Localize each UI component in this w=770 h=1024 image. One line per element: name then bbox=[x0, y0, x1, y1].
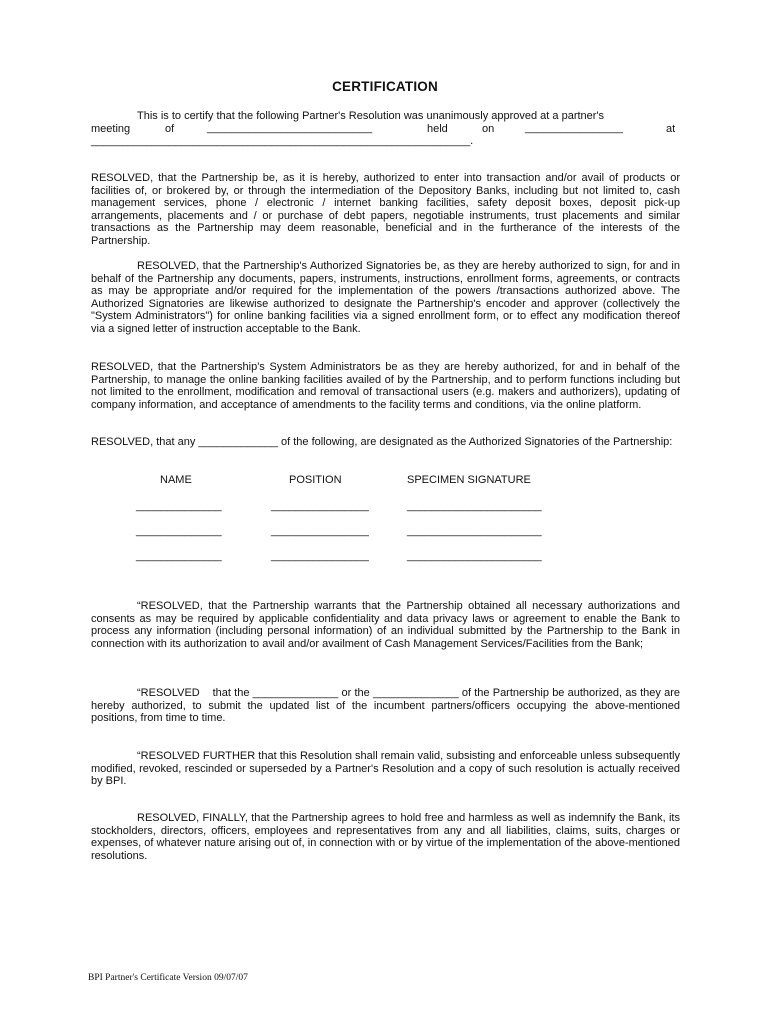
name-blank[interactable]: ______________ bbox=[136, 525, 222, 537]
intro-line: This is to certify that the following Partner's Resolution was unanimously approved at a partner's bbox=[137, 110, 605, 122]
page-title: CERTIFICATION bbox=[332, 79, 438, 94]
meeting-name-blank[interactable]: ___________________________ bbox=[207, 122, 373, 134]
column-header-name: NAME bbox=[160, 474, 192, 486]
position-blank[interactable]: ________________ bbox=[271, 550, 369, 562]
closing-paragraph: “RESOLVED FURTHER that this Resolution shall remain valid, subsisting and enforceable unless subsequently modified, revoked, rescinded or superseded by a Partner's Resolution and a copy of such resolution is actually received by BPI. bbox=[91, 750, 680, 788]
at-label: at bbox=[666, 123, 676, 135]
resolution-paragraph: RESOLVED, that the Partnership's Authorized Signatories be, as they are hereby authorized to sign, for and in behalf of the Partnership any documents, papers, instruments, instructions, enrollment forms, agreements, or contracts as may be appropriate and/or required for the implementation of the powers /transactions authorized above. The Authorized Signatories are likewise authorized to designate the Partnership's encoder and approver (collectively the "System Administrators") for online banking facilities via a signed enrollment form, or to effect any modification thereof via a signed letter of instruction acceptable to the Bank. bbox=[91, 260, 680, 335]
meeting-place-blank[interactable]: _______________________________________________________________. bbox=[91, 135, 474, 147]
resolution-paragraph: RESOLVED, that the Partnership's System Administrators be as they are hereby authorized, for and in behalf of the Partnership, to manage the online banking facilities availed of by the Partnership, and to perform functions including but not limited to the enrollment, modification and removal of transactional users (e.g. makers and authorizers), updating of company information, and acceptance of amendments to the facility terms and conditions, via the online platform. bbox=[91, 361, 680, 411]
signature-blank[interactable]: ______________________ bbox=[407, 500, 542, 512]
position-blank[interactable]: ________________ bbox=[271, 525, 369, 537]
footer-version: BPI Partner's Certificate Version 09/07/07 bbox=[88, 973, 248, 983]
name-blank[interactable]: ______________ bbox=[136, 500, 222, 512]
signature-blank[interactable]: ______________________ bbox=[407, 525, 542, 537]
column-header-specimen-signature: SPECIMEN SIGNATURE bbox=[407, 474, 531, 486]
position-blank[interactable]: ________________ bbox=[271, 500, 369, 512]
closing-paragraph: RESOLVED, FINALLY, that the Partnership agrees to hold free and harmless as well as indemnify the Bank, its stockholders, directors, officers, employees and representatives from any and all liabilities, claims, suits, charges or expenses, of whatever nature arising out of, in connection with or by virtue of the implementation of the above-mentioned resolutions. bbox=[91, 812, 680, 862]
closing-paragraph: “RESOLVED, that the Partnership warrants that the Partnership obtained all necessary authorizations and consents as may be required by applicable confidentiality and data privacy laws or agreement to enable the Bank to process any information (including personal information) of an individual submitted by the Partnership to the Bank in connection with its authorization to avail and/or availment of Cash Management Services/Facilities from the Bank; bbox=[91, 600, 680, 650]
name-blank[interactable]: ______________ bbox=[136, 550, 222, 562]
resolution-paragraph: RESOLVED, that any _____________ of the following, are designated as the Authorized Signatories of the Partnership: bbox=[91, 436, 673, 448]
held-label: held bbox=[427, 123, 448, 135]
meeting-label: meeting bbox=[91, 123, 131, 135]
resolution-paragraph: RESOLVED, that the Partnership be, as it is hereby, authorized to enter into transaction and/or avail of products or facilities of, or brokered by, or through the intermediation of the Depository Banks, including but not limited to, cash management services, phone / electronic / internet banking facilities, safety deposit boxes, deposit pick-up arrangements, placements and / or purchase of debt papers, negotiable instruments, trust placements and similar transactions as the Partnership may deem reasonable, beneficial and in the furtherance of the interests of the Partnership. bbox=[91, 172, 680, 247]
closing-paragraph: “RESOLVED that the ______________ or the ______________ of the Partnership be authorized, as they are hereby authorized, to submit the updated list of the incumbent partners/officers occupying the above-mentioned positions, from time to time. bbox=[91, 687, 684, 725]
column-header-position: POSITION bbox=[289, 474, 342, 486]
on-label: on bbox=[482, 123, 495, 135]
of-label: of bbox=[165, 123, 175, 135]
meeting-date-blank[interactable]: ________________ bbox=[525, 122, 623, 134]
signature-blank[interactable]: ______________________ bbox=[407, 550, 542, 562]
